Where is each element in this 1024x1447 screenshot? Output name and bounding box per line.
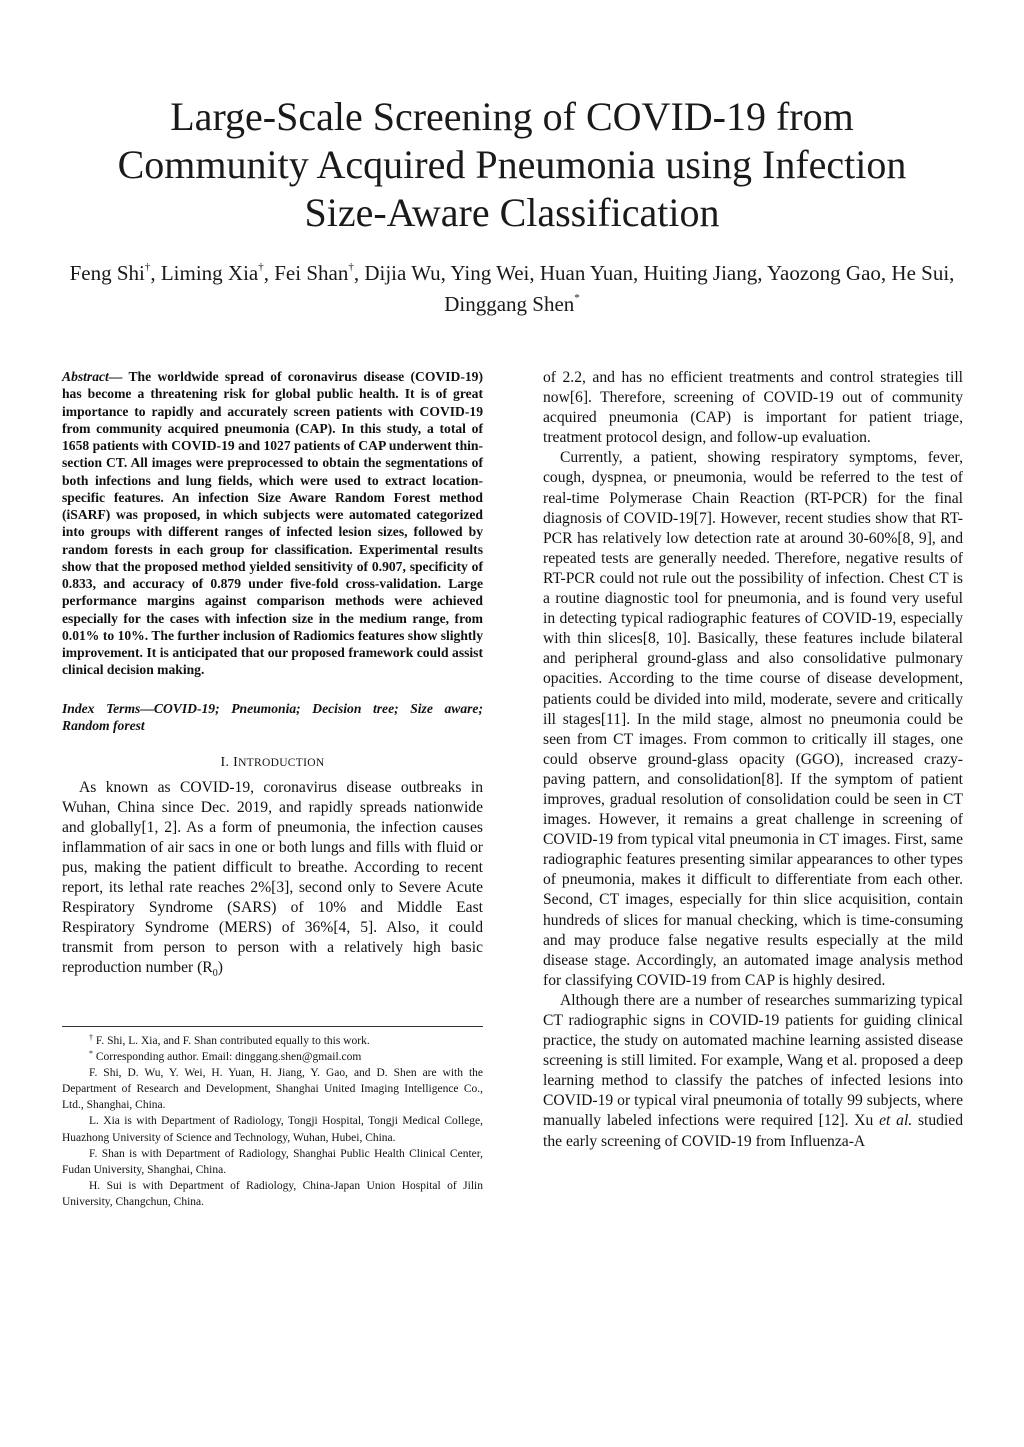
right-paragraph-1: of 2.2, and has no efficient treatments and control strategies till now[6]. Therefore, screening of COVID-19 out of community acquired pneumonia (CAP) is important for patient triage, treatment protocol design, and follow-up evaluation. <box>543 369 963 447</box>
author-feng-shi: Feng Shi <box>69 261 145 285</box>
intro-paragraph-1 <box>62 778 483 979</box>
title-line-2: Community Acquired Pneumonia using Infection <box>117 142 907 187</box>
footnotes <box>62 1026 483 1210</box>
footnote-corresponding-author <box>62 1049 483 1065</box>
section-title-rest: NTRODUCTION <box>238 756 325 769</box>
footnote-affiliation-jilin: H. Sui is with Department of Radiology, China-Japan Union Hospital of Jilin University, Changchun, China. <box>62 1179 483 1208</box>
footnote-affiliation-shanghai: F. Shan is with Department of Radiology, Shanghai Public Health Clinical Center, Fudan University, Shanghai, China. <box>62 1147 483 1176</box>
section-numeral: I. <box>220 754 234 770</box>
title-line-1: Large-Scale Screening of COVID-19 from <box>170 94 854 139</box>
section-title-initial: I <box>233 754 239 770</box>
corresponding-author-mark: * <box>574 292 580 304</box>
footnote-2-text: Corresponding author. Email: dinggang.shen@gmail.com <box>93 1051 362 1064</box>
equal-contribution-mark: † <box>258 261 264 273</box>
section-heading-introduction <box>62 754 483 772</box>
right-paragraph-2: Currently, a patient, showing respiratory symptoms, fever, cough, dyspnea, or pneumonia, would be referred to the test of real-time Polymerase Chain Reaction (RT-PCR) for the final diagnosis of COVID-19[7]. However, recent studies show that RT-PCR has relatively low detection rate at around 30-60%[8, 9], and repeated tests are generally needed. Therefore, negative results of RT-PCR could not rule out the possibility of infection. Chest CT is a routine diagnostic tool for pneumonia, and is found very useful in detecting typical radiographic features of COVID-19, especially with thin slices[8, 10]. Basically, these features include bilateral and peripheral ground-glass and also consolidative pulmonary opacities. According to the time course of disease development, patients could be divided into mild, moderate, severe and critically ill stages[11]. In the mild stage, almost no pneumonia could be seen from CT images. From common to critically ill stages, one could observe ground-glass opacity (GGO), increased crazy-paving pattern, and consolidation[8]. If the symptom of patient improves, gradual resolution of consolidation could be seen in CT images. However, it remains a great challenge in screening of COVID-19 from typical vital pneumonia in CT images. First, same radiographic features presenting similar appearances to other types of pneumonia, makes it difficult to differentiate from each other. Second, CT images, especially for thin slice acquisition, contain hundreds of slices for manual checking, which is time-consuming and may produce false negative results especially at the mild disease stage. Accordingly, an automated image analysis method for classifying COVID-19 from CAP is highly desired. <box>543 449 963 989</box>
other-authors: , Dijia Wu, Ying Wei, Huan Yuan, Huiting Jiang, Yaozong Gao, He Sui, Dinggang Shen <box>353 261 955 316</box>
author-liming-xia: , Liming Xia <box>150 261 259 285</box>
right-column <box>543 368 963 1152</box>
equal-contribution-mark: † <box>144 261 151 273</box>
footnote-affiliation-tongji: L. Xia is with Department of Radiology, Tongji Hospital, Tongji Medical College, Huazhong University of Science and Technology, Wuhan, Hubei, China. <box>62 1115 483 1144</box>
left-column <box>62 368 483 978</box>
footnote-affiliation-uii: F. Shi, D. Wu, Y. Wei, H. Yuan, H. Jiang, Y. Gao, and D. Shen are with the Department of Research and Development, Shanghai United Imaging Intelligence Co., Ltd., Shanghai, China. <box>62 1067 483 1112</box>
equal-contribution-mark: † <box>348 261 354 273</box>
intro-p1-subscript: 0 <box>212 968 218 980</box>
author-list <box>40 258 984 320</box>
author-fei-shan: , Fei Shan <box>263 261 349 285</box>
paper-title <box>70 93 954 237</box>
right-p3-italic: et al. <box>879 1112 913 1130</box>
right-p3-text: Although there are a number of researches summarizing typical CT radiographic signs in COVID-19 patients for guiding clinical practice, the study on automated machine learning assisted disease screening is still limited. For example, Wang et al. proposed a deep learning method to classify the patches of infected lesions into COVID-19 or typical viral pneumonia of totally 99 subjects, where manually labeled infections were required [12]. Xu <box>543 991 963 1130</box>
abstract <box>62 368 483 679</box>
footnote-dagger-mark: † <box>89 1033 93 1042</box>
abstract-text: The worldwide spread of coronavirus disease (COVID-19) has become a threatening risk for global public health. It is of great importance to rapidly and accurately screen patients with COVID-19 from community acquired pneumonia (CAP). In this study, a total of 1658 patients with COVID-19 and 1027 patients of CAP underwent thin-section CT. All images were preprocessed to obtain the segmentations of both infections and lung fields, which were used to extract location-specific features. An infection Size Aware Random Forest method (iSARF) was proposed, in which subjects were automated categorized into groups with different ranges of infected lesion sizes, followed by random forests in each group for classification. Experimental results show that the proposed method yielded sensitivity of 0.907, specificity of 0.833, and accuracy of 0.879 under five-fold cross-validation. Large performance margins against comparison methods were achieved especially for the cases with infection size in the medium range, from 0.01% to 10%. The further inclusion of Radiomics features show slightly improvement. It is anticipated that our proposed framework could assist clinical decision making. <box>62 369 483 678</box>
footnote-1-text: F. Shi, L. Xia, and F. Shan contributed equally to this work. <box>93 1035 370 1047</box>
footnote-asterisk-mark: * <box>89 1049 93 1059</box>
intro-p1-end: ) <box>217 959 223 977</box>
abstract-label: Abstract— <box>62 369 123 384</box>
footnote-equal-contribution <box>62 1033 483 1049</box>
index-terms: Index Terms—COVID-19; Pneumonia; Decision tree; Size aware; Random forest <box>62 700 483 733</box>
title-line-3: Size-Aware Classification <box>304 190 720 235</box>
intro-p1-text: As known as COVID-19, coronavirus disease outbreaks in Wuhan, China since Dec. 2019, and rapidly spreads nationwide and globally[1, 2]. As a form of pneumonia, the infection causes inflammation of air sacs in one or both lungs and fills with fluid or pus, making the patient difficult to breathe. According to recent report, its lethal rate reaches 2%[3], second only to Severe Acute Respiratory Syndrome (SARS) of 10% and Middle East Respiratory Syndrome (MERS) of 36%[4, 5]. Also, it could transmit from person to person with a relatively high basic reproduction number (R <box>62 778 483 977</box>
right-paragraph-3 <box>543 991 963 1152</box>
right-p3-end: studied the early screening of COVID-19 from Influenza-A <box>543 1112 964 1150</box>
